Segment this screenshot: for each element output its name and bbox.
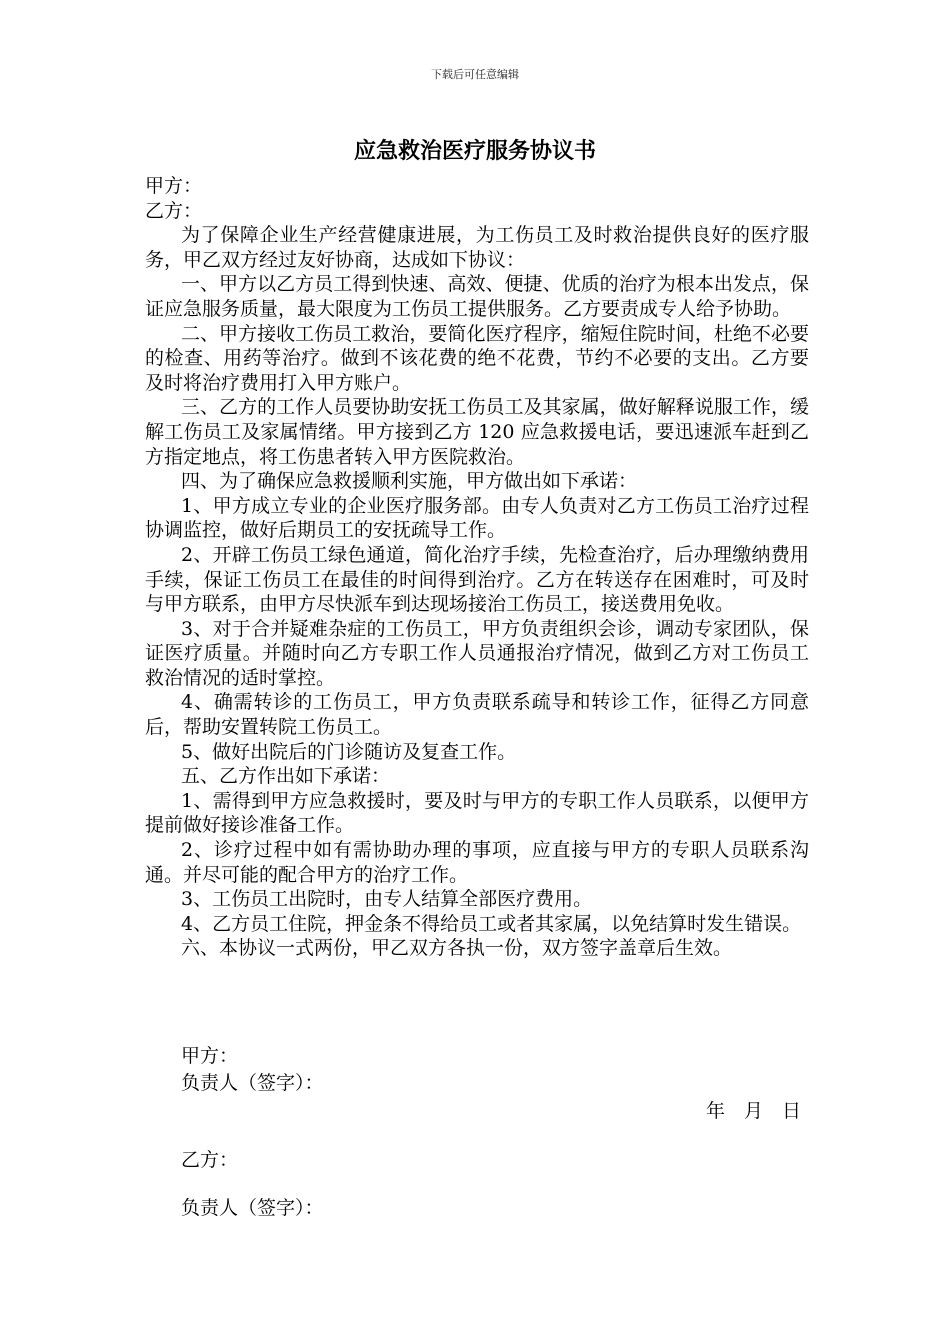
paragraph: 1、需得到甲方应急救援时，要及时与甲方的专职工作人员联系，以便甲方提前做好接诊准备工作。 bbox=[145, 789, 809, 837]
paragraph: 1、甲方成立专业的企业医疗服务部。由专人负责对乙方工伤员工治疗过程协调监控，做好后期员工的安抚疏导工作。 bbox=[145, 494, 809, 542]
paragraph: 3、对于合并疑难杂症的工伤员工，甲方负责组织会诊，调动专家团队，保证医疗质量。并随时向乙方专职工作人员通报治疗情况，做到乙方对工伤员工救治情况的适时掌控。 bbox=[145, 617, 809, 689]
party-a-line: 甲方： bbox=[145, 175, 203, 197]
paragraph: 2、诊疗过程中如有需协助办理的事项，应直接与甲方的专职人员联系沟通。并尽可能的配合甲方的治疗工作。 bbox=[145, 839, 809, 886]
paragraph: 三、乙方的工作人员要协助安抚工伤员工及其家属，做好解释说服工作，缓解工伤员工及家属情绪。甲方接到乙方 120 应急救援电话，要迅速派车赶到乙方指定地点，将工伤患者转入甲方医院救治。 bbox=[145, 396, 809, 468]
paragraph: 六、本协议一式两份，甲乙双方各执一份，双方签字盖章后生效。 bbox=[181, 937, 733, 960]
signature-party-b: 乙方： bbox=[181, 1149, 239, 1171]
paragraph: 4、乙方员工住院，押金条不得给员工或者其家属，以免结算时发生错误。 bbox=[181, 912, 802, 935]
signature-party-b-rep: 负责人（签字）： bbox=[181, 1197, 324, 1219]
paragraph: 二、甲方接收工伤员工救治，要简化医疗程序，缩短住院时间，杜绝不必要的检查、用药等治疗。做到不该花费的绝不花费，节约不必要的支出。乙方要及时将治疗费用打入甲方账户。 bbox=[145, 322, 809, 394]
paragraph: 四、为了确保应急救援顺利实施，甲方做出如下承诺： bbox=[181, 470, 638, 493]
paragraph: 5、做好出院后的门诊随访及复查工作。 bbox=[181, 740, 517, 763]
party-b-line: 乙方： bbox=[145, 199, 203, 222]
signature-party-a: 甲方： bbox=[181, 1045, 239, 1067]
document-title: 应急救治医疗服务协议书 bbox=[353, 139, 596, 164]
page-header: 下载后可任意编辑 bbox=[431, 68, 519, 81]
signature-party-a-rep: 负责人（签字）： bbox=[181, 1072, 324, 1094]
signature-date: 年 月 日 bbox=[706, 1100, 802, 1122]
paragraph: 2、开辟工伤员工绿色通道，简化治疗手续，先检查治疗，后办理缴纳费用手续，保证工伤员工在最佳的时间得到治疗。乙方在转送存在困难时，可及时与甲方联系，由甲方尽快派车到达现场接治工伤员工，接送费用免收。 bbox=[145, 543, 809, 616]
paragraph: 为了保障企业生产经营健康进展，为工伤员工及时救治提供良好的医疗服务，甲乙双方经过友好协商，达成如下协议： bbox=[145, 224, 809, 271]
paragraph: 五、乙方作出如下承诺： bbox=[181, 765, 391, 788]
paragraph: 3、工伤员工出院时，由专人结算全部医疗费用。 bbox=[181, 888, 593, 911]
paragraph: 4、确需转诊的工伤员工，甲方负责联系疏导和转诊工作，征得乙方同意后，帮助安置转院工伤员工。 bbox=[145, 691, 809, 739]
paragraph: 一、甲方以乙方员工得到快速、高效、便捷、优质的治疗为根本出发点，保证应急服务质量，最大限度为工伤员工提供服务。乙方要责成专人给予协助。 bbox=[145, 273, 809, 320]
document-body bbox=[145, 174, 809, 961]
